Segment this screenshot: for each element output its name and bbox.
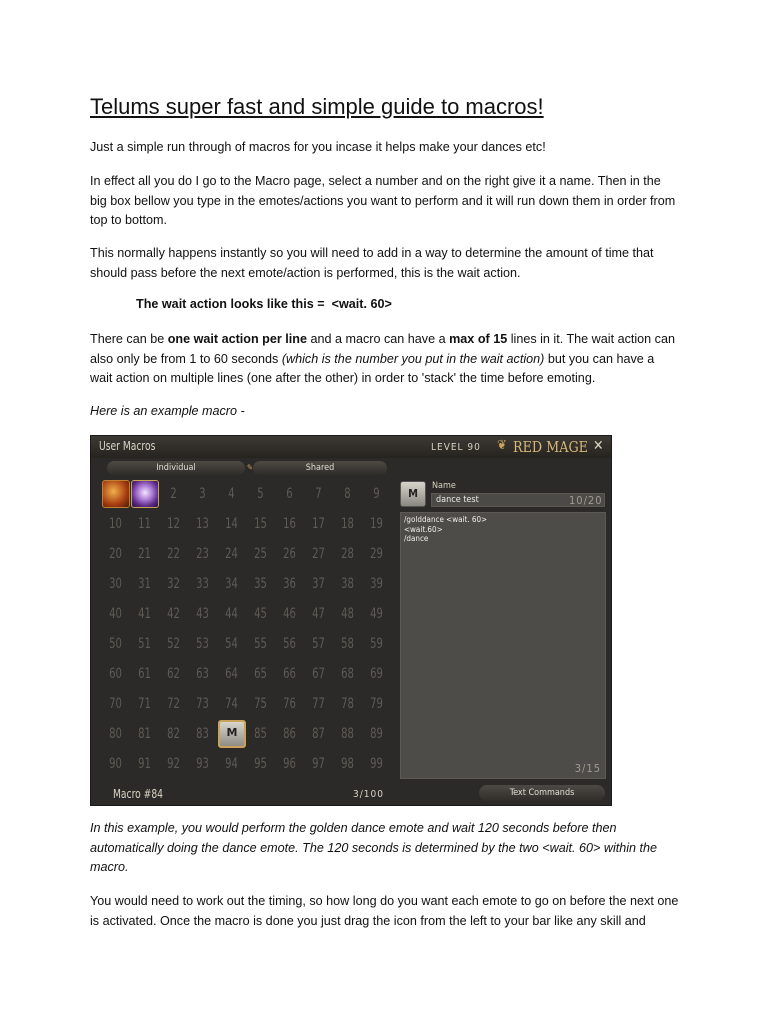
macro-slot[interactable]: 98 bbox=[341, 756, 354, 772]
example-intro bbox=[90, 402, 680, 422]
macro-slot[interactable]: 13 bbox=[196, 516, 209, 532]
macro-slot[interactable]: 80 bbox=[109, 726, 122, 742]
macro-slot[interactable]: 65 bbox=[254, 666, 267, 682]
macro-slot[interactable]: 18 bbox=[341, 516, 354, 532]
macro-slot[interactable]: 27 bbox=[312, 546, 325, 562]
macro-slot[interactable]: 67 bbox=[312, 666, 325, 682]
macro-slot[interactable]: 62 bbox=[167, 666, 180, 682]
macro-slot[interactable]: 64 bbox=[225, 666, 238, 682]
macro-slot[interactable]: 31 bbox=[138, 576, 151, 592]
macro-slot[interactable]: 88 bbox=[341, 726, 354, 742]
macro-slot[interactable]: 93 bbox=[196, 756, 209, 772]
macro-slot[interactable]: 23 bbox=[196, 546, 209, 562]
macro-slot[interactable]: 59 bbox=[370, 636, 383, 652]
name-char-count: 10/20 bbox=[569, 494, 603, 507]
macro-slot[interactable]: 35 bbox=[254, 576, 267, 592]
rules-italic-note: (which is the number you put in the wait action) bbox=[281, 351, 545, 366]
macro-slot[interactable]: 72 bbox=[167, 696, 180, 712]
page-title: Telums super fast and simple guide to macros! bbox=[90, 94, 544, 119]
macro-slot[interactable]: 83 bbox=[196, 726, 209, 742]
macro-slot[interactable]: 53 bbox=[196, 636, 209, 652]
macro-slot[interactable]: 66 bbox=[283, 666, 296, 682]
macro-slot[interactable]: 33 bbox=[196, 576, 209, 592]
macro-text-area[interactable] bbox=[400, 512, 606, 779]
macro-slot[interactable]: 25 bbox=[254, 546, 267, 562]
macro-page-paragraph: In effect all you do I go to the Macro page, select a number and on the right give it a name. Then in the big box bellow you type in the emotes/actions you want to perform and it will run down them in order from top to bottom. bbox=[90, 174, 676, 228]
job-label: RED MAGE bbox=[513, 438, 588, 456]
macro-slot[interactable]: 20 bbox=[109, 546, 122, 562]
macro-slot[interactable]: 90 bbox=[109, 756, 122, 772]
level-label: LEVEL 90 bbox=[431, 442, 481, 453]
macro-slot[interactable]: 58 bbox=[341, 636, 354, 652]
wait-action-example: The wait action looks like this = <wait. 60> bbox=[136, 297, 392, 311]
macro-slot[interactable]: 75 bbox=[254, 696, 267, 712]
macro-slot[interactable]: 54 bbox=[225, 636, 238, 652]
macro-slot[interactable]: 34 bbox=[225, 576, 238, 592]
macro-slot[interactable]: 95 bbox=[254, 756, 267, 772]
tab-shared[interactable]: Shared bbox=[253, 461, 387, 475]
macro-slot[interactable]: 30 bbox=[109, 576, 122, 592]
macro-slot[interactable]: 42 bbox=[167, 606, 180, 622]
macro-slot[interactable]: 19 bbox=[370, 516, 383, 532]
macro-slot[interactable]: 77 bbox=[312, 696, 325, 712]
macro-slot[interactable]: 24 bbox=[225, 546, 238, 562]
macro-slot[interactable]: 5 bbox=[257, 486, 264, 502]
macro-slot[interactable]: 92 bbox=[167, 756, 180, 772]
macro-slot[interactable]: 87 bbox=[312, 726, 325, 742]
rules-bold-one-per-line: one wait action per line bbox=[167, 332, 307, 346]
macro-slot[interactable]: 3 bbox=[199, 486, 206, 502]
macro-slot[interactable]: 22 bbox=[167, 546, 180, 562]
macro-slot[interactable]: 39 bbox=[370, 576, 383, 592]
macro-slot[interactable]: 11 bbox=[138, 516, 151, 532]
macro-slot[interactable]: 60 bbox=[109, 666, 122, 682]
macro-slot[interactable]: 91 bbox=[138, 756, 151, 772]
macro-usage-count: 3/100 bbox=[353, 789, 384, 800]
macro-slot[interactable]: 97 bbox=[312, 756, 325, 772]
macro-slot[interactable]: 79 bbox=[370, 696, 383, 712]
rules-bold-max: max of 15 bbox=[449, 332, 508, 346]
close-icon[interactable]: ✕ bbox=[593, 438, 604, 454]
rules-text-a: There can be bbox=[90, 332, 168, 346]
macro-slot[interactable]: 86 bbox=[283, 726, 296, 742]
wait-rules-paragraph bbox=[90, 330, 680, 389]
macro-slot[interactable]: 6 bbox=[286, 486, 293, 502]
macro-slot[interactable]: 82 bbox=[167, 726, 180, 742]
macro-slot[interactable]: 70 bbox=[109, 696, 122, 712]
name-label: Name bbox=[432, 481, 456, 491]
golden-dance-macro-icon[interactable] bbox=[102, 480, 130, 508]
macro-slot[interactable]: 51 bbox=[138, 636, 151, 652]
macro-slot[interactable]: 74 bbox=[225, 696, 238, 712]
macro-slot[interactable]: 48 bbox=[341, 606, 354, 622]
macro-slot[interactable]: 99 bbox=[370, 756, 383, 772]
macro-slot[interactable]: 4 bbox=[228, 486, 235, 502]
macro-slot[interactable]: 69 bbox=[370, 666, 383, 682]
timing-paragraph: This normally happens instantly so you will need to add in a way to determine the amount of time that should pass before the next emote/action is performed, this is the wait action. bbox=[90, 246, 654, 280]
macro-slot[interactable]: 26 bbox=[283, 546, 296, 562]
macro-slot[interactable]: 28 bbox=[341, 546, 354, 562]
user-macros-window bbox=[90, 435, 612, 806]
macro-slot[interactable]: 8 bbox=[344, 486, 351, 502]
macro-slot[interactable]: 71 bbox=[138, 696, 151, 712]
rules-text-g: but you can have a wait action on multiple lines (one after the other) in order to 'stack' the time before emoting. bbox=[90, 351, 655, 386]
rules-text-c: and a macro can have a bbox=[306, 332, 450, 346]
dance-macro-icon[interactable] bbox=[131, 480, 159, 508]
macro-slot[interactable]: 63 bbox=[196, 666, 209, 682]
macro-slot[interactable]: 12 bbox=[167, 516, 180, 532]
macro-slot[interactable]: 41 bbox=[138, 606, 151, 622]
macro-slot[interactable]: 94 bbox=[225, 756, 238, 772]
macro-slot[interactable]: 85 bbox=[254, 726, 267, 742]
macro-icon-picker[interactable]: M bbox=[400, 481, 426, 507]
text-commands-button[interactable]: Text Commands bbox=[479, 785, 605, 801]
pencil-icon: ✎ bbox=[247, 463, 254, 472]
macro-slot[interactable]: 21 bbox=[138, 546, 151, 562]
macro-slot[interactable]: 29 bbox=[370, 546, 383, 562]
macro-slot[interactable]: 89 bbox=[370, 726, 383, 742]
macro-slot[interactable]: 36 bbox=[283, 576, 296, 592]
macro-slot[interactable]: 7 bbox=[315, 486, 322, 502]
macro-slot[interactable]: 50 bbox=[109, 636, 122, 652]
macro-line: <wait.60> bbox=[404, 524, 443, 534]
macro-slot[interactable]: 32 bbox=[167, 576, 180, 592]
macro-line: /dance bbox=[404, 534, 429, 543]
macro-slot[interactable]: 44 bbox=[225, 606, 238, 622]
window-title: User Macros bbox=[99, 439, 156, 453]
macro-slot[interactable]: 56 bbox=[283, 636, 296, 652]
macro-slot[interactable]: 15 bbox=[254, 516, 267, 532]
example-intro-text: Here is an example macro - bbox=[90, 404, 245, 418]
example-explanation-text: In this example, you would perform the golden dance emote and wait 120 seconds before then automatically doing the dance emote. The 120 seconds is determined by the two <wait. 60> within the macro. bbox=[90, 821, 658, 875]
macro-slot[interactable]: 2 bbox=[170, 486, 177, 502]
macro-slot[interactable]: 76 bbox=[283, 696, 296, 712]
macro-slot[interactable]: 61 bbox=[138, 666, 151, 682]
tab-individual[interactable]: Individual bbox=[107, 461, 245, 475]
macro-slot[interactable]: 17 bbox=[312, 516, 325, 532]
macro-slot[interactable]: 52 bbox=[167, 636, 180, 652]
macro-lines bbox=[401, 515, 487, 544]
macro-slot[interactable]: 45 bbox=[254, 606, 267, 622]
macro-slot[interactable]: 73 bbox=[196, 696, 209, 712]
macro-slot[interactable]: 14 bbox=[225, 516, 238, 532]
macro-slot[interactable]: 43 bbox=[196, 606, 209, 622]
macro-slot[interactable]: 68 bbox=[341, 666, 354, 682]
macro-line: /golddance <wait. 60> bbox=[404, 515, 488, 524]
example-explanation bbox=[90, 819, 680, 878]
intro-paragraph: Just a simple run through of macros for you incase it helps make your dances etc! bbox=[90, 140, 546, 154]
macro-slot[interactable]: 81 bbox=[138, 726, 151, 742]
macro-slot[interactable]: 38 bbox=[341, 576, 354, 592]
timing-advice-paragraph: You would need to work out the timing, so how long do you want each emote to go on before the next one is activated. Once the macro is done you just drag the icon from the left to your bar like any skill and bbox=[90, 894, 679, 928]
line-count: 3/15 bbox=[574, 762, 601, 775]
macro-number-label: Macro #84 bbox=[113, 787, 164, 801]
selected-macro-slot-icon[interactable]: M bbox=[218, 720, 246, 748]
macro-slot[interactable]: 49 bbox=[370, 606, 383, 622]
macro-slot[interactable]: 9 bbox=[373, 486, 380, 502]
macro-slot[interactable]: 96 bbox=[283, 756, 296, 772]
macro-slot[interactable]: 78 bbox=[341, 696, 354, 712]
macro-slot[interactable]: 40 bbox=[109, 606, 122, 622]
job-icon: ❦ bbox=[497, 438, 507, 453]
macro-slot[interactable]: 57 bbox=[312, 636, 325, 652]
rules-text-e: lines in it. The wait action can also only be from 1 to 60 seconds bbox=[90, 332, 675, 366]
macro-slot[interactable]: 37 bbox=[312, 576, 325, 592]
macro-slot[interactable]: 47 bbox=[312, 606, 325, 622]
macro-name-value: dance test bbox=[436, 495, 479, 505]
macro-slot[interactable]: 46 bbox=[283, 606, 296, 622]
macro-slot[interactable]: 10 bbox=[109, 516, 122, 532]
macro-slot[interactable]: 16 bbox=[283, 516, 296, 532]
macro-slot[interactable]: 55 bbox=[254, 636, 267, 652]
